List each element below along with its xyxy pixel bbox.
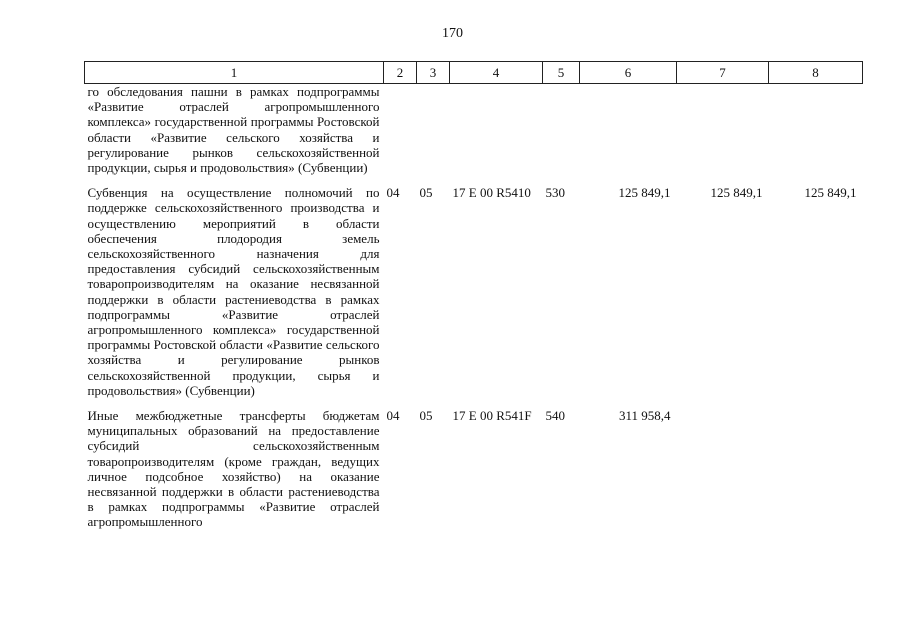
row-amount-col7	[677, 84, 769, 176]
row-expense-type: 540	[545, 408, 565, 424]
row-subsection-code: 05	[419, 408, 433, 424]
header-col-1: 1	[85, 62, 384, 84]
page-number: 170	[442, 26, 463, 41]
row-target-article: 17 Е 00 R541F	[452, 408, 532, 424]
row-subsection-code	[417, 84, 450, 176]
row-subsection-code: 05	[419, 185, 433, 201]
row-amount-col8	[769, 398, 863, 530]
row-amount-col6	[580, 84, 677, 176]
row-amount-col8	[769, 84, 863, 176]
row-expense-type: 530	[545, 185, 565, 201]
row-amount-col6: 311 958,4	[618, 408, 671, 424]
row-description: Иные межбюджетные трансферты бюджетам муниципальных образований на предоставление субсидий сельскохозяйственным товаропроизводителям (кроме граждан, ведущих личное подсобное хозяйство) на оказание несвязанной поддержки в области растениеводства в рамках подпрограммы «Развитие отраслей агропромышленного	[87, 408, 380, 530]
row-amount-col6: 125 849,1	[618, 185, 671, 201]
table-row	[85, 84, 863, 176]
header-col-4: 4	[450, 62, 543, 84]
row-section-code	[384, 84, 417, 176]
header-row	[85, 62, 863, 84]
header-col-2: 2	[384, 62, 417, 84]
row-amount-col7: 125 849,1	[710, 185, 763, 201]
table-row	[85, 398, 863, 530]
row-section-code: 04	[386, 408, 400, 424]
table-row	[85, 175, 863, 398]
row-target-article	[450, 84, 543, 176]
header-col-5: 5	[543, 62, 580, 84]
row-description: Субвенция на осуществление полномочий по поддержке сельскохозяйственного производства и осуществлению мероприятий в области обеспечения плодородия земель сельскохозяйственного назначения для предоставления субсидий сельскохозяйственным товаропроизводителям на оказание несвязанной поддержки в области растениеводства в рамках подпрограммы «Развитие отраслей агропромышленного комплекса» государственной программы Ростовской области «Развитие сельского хозяйства и регулирование рынков сельскохозяйственной продукции, сырья и продовольствия» (Субвенции)	[87, 185, 380, 398]
table-body	[85, 84, 863, 530]
header-col-6: 6	[580, 62, 677, 84]
row-description: го обследования пашни в рамках подпрограммы «Развитие отраслей агропромышленного комплекса» государственной программы Ростовской области «Развитие сельского хозяйства и регулирование рынков сельскохозяйственной продукции, сырья и продовольствия» (Субвенции)	[87, 84, 380, 176]
row-section-code: 04	[386, 185, 400, 201]
row-amount-col8: 125 849,1	[804, 185, 857, 201]
header-col-7: 7	[677, 62, 769, 84]
row-amount-col7	[677, 398, 769, 530]
table-header	[85, 62, 863, 84]
header-col-3: 3	[417, 62, 450, 84]
budget-table	[84, 61, 863, 530]
row-target-article: 17 Е 00 R5410	[452, 185, 531, 201]
row-expense-type	[543, 84, 580, 176]
header-col-8: 8	[769, 62, 863, 84]
